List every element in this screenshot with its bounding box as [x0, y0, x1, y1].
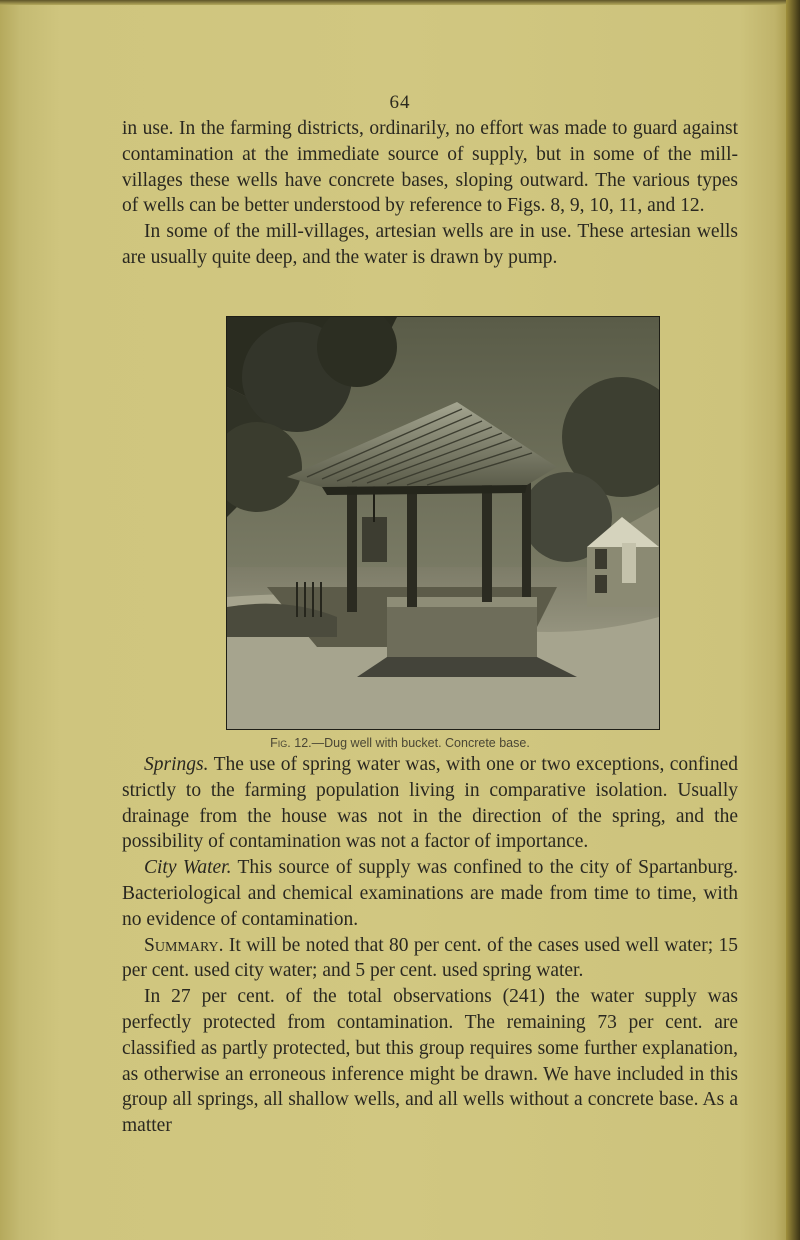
paragraph-summary [122, 933, 738, 985]
page-binding-edge [786, 0, 800, 1240]
bottom-text-block [122, 752, 738, 1139]
top-text-block [122, 116, 738, 271]
figure-caption [0, 736, 800, 750]
summary-heading: Summary. [144, 934, 224, 956]
paragraph-city-water [122, 855, 738, 932]
springs-text: The use of spring water was, with one or two exceptions, confined strictly to the farming population living in comparative isolation. Usually drainage from the house was not in the direction of the spring, and the possibility of contamination was not a factor of importance. [122, 754, 738, 853]
summary-text: It will be noted that 80 per cent. of the cases used well water; 15 per cent. used city water; and 5 per cent. used spring water. [122, 934, 738, 982]
page-top-edge [0, 0, 800, 5]
paragraph-artesian-wells: In some of the mill-villages, artesian wells are in use. These artesian wells are usually quite deep, and the water is drawn by pump. [122, 221, 738, 268]
city-water-text: This source of supply was confined to the city of Spartanburg. Bacteriological and chemical examinations are made from time to time, with no evidence of contamination. [122, 857, 739, 930]
springs-heading: Springs. [144, 754, 209, 775]
page-number: 64 [389, 92, 411, 113]
paragraph-springs [122, 752, 738, 855]
paragraph-protection-stats: In 27 per cent. of the total observations (241) the water supply was perfectly protected from contamination. The remaining 73 per cent. are classified as partly protected, but this group requires some further explanation, as otherwise an erroneous inference might be drawn. We have included in this group all springs, all shallow wells, and all wells without a concrete base. As a matter [122, 986, 738, 1137]
figure-caption-text: —Dug well with bucket. Concrete base. [311, 736, 530, 750]
paragraph-wells-intro: in use. In the farming districts, ordinarily, no effort was made to guard against contamination at the immediate source of supply, but in some of the mill-villages these wells have concrete bases, sloping outward. The various types of wells can be better understood by reference to Figs. 8, 9, 10, 11, and 12. [122, 118, 738, 217]
city-water-heading: City Water. [144, 857, 232, 879]
dug-well-illustration [227, 317, 659, 729]
figure-photo-dug-well [226, 316, 660, 730]
figure-label: Fig. 12. [270, 736, 312, 750]
